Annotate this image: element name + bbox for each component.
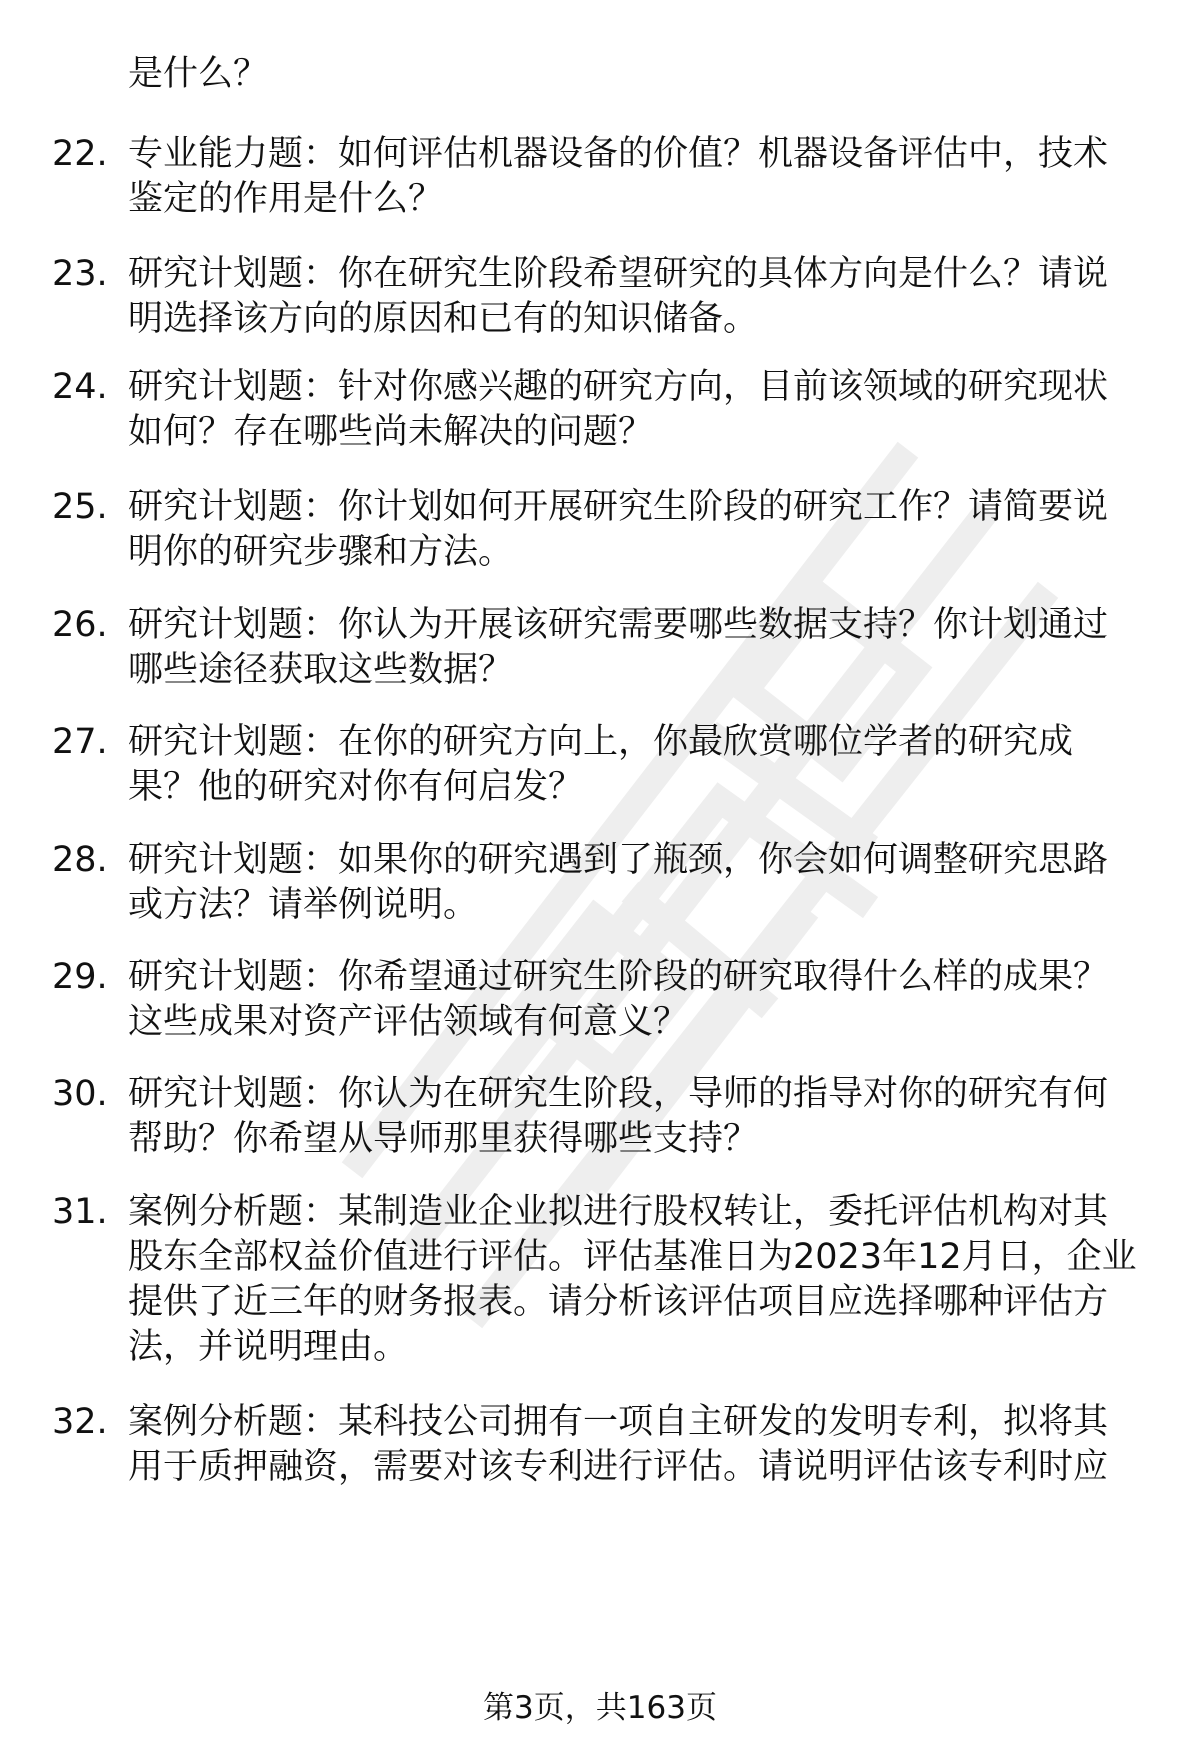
item-number: 23.	[52, 254, 108, 294]
item-text: 研究计划题：你在研究生阶段希望研究的具体方向是什么？请说 明选择该方向的原因和已有的知识储备。	[128, 254, 1109, 339]
list-item	[52, 132, 1162, 222]
list-item	[52, 955, 1162, 1045]
item-number: 25.	[52, 487, 108, 527]
item-text: 研究计划题：针对你感兴趣的研究方向，目前该领域的研究现状 如何？存在哪些尚未解决的问题？	[128, 367, 1109, 452]
item-number: 27.	[52, 722, 108, 762]
item-number: 30.	[52, 1074, 108, 1114]
page-number-footer: 第3页，共163页	[483, 1690, 717, 1726]
list-item	[52, 603, 1162, 693]
item-text: 研究计划题：你计划如何开展研究生阶段的研究工作？请简要说 明你的研究步骤和方法。	[128, 487, 1109, 572]
list-item	[52, 52, 1162, 97]
item-text: 案例分析题：某科技公司拥有一项自主研发的发明专利，拟将其 用于质押融资，需要对该专利进行评估。请说明评估该专利时应	[128, 1402, 1109, 1487]
item-text: 专业能力题：如何评估机器设备的价值？机器设备评估中，技术 鉴定的作用是什么？	[128, 134, 1109, 219]
list-item	[52, 1072, 1162, 1162]
list-item	[52, 1190, 1162, 1370]
list-item	[52, 365, 1162, 455]
item-number: 28.	[52, 840, 108, 880]
item-number: 29.	[52, 957, 108, 997]
item-text: 案例分析题：某制造业企业拟进行股权转让，委托评估机构对其 股东全部权益价值进行评估。评估基准日为2023年12月日，企业 提供了近三年的财务报表。请分析该评估项目应选择哪种评估方 法，并说明理由。	[128, 1192, 1137, 1367]
item-number: 32.	[52, 1402, 108, 1442]
list-item	[52, 720, 1162, 810]
list-item	[52, 838, 1162, 928]
item-number: 26.	[52, 605, 108, 645]
item-number: 22.	[52, 134, 108, 174]
list-item	[52, 485, 1162, 575]
list-item	[52, 252, 1162, 342]
list-item	[52, 1400, 1162, 1490]
item-text: 是什么？	[128, 54, 269, 94]
item-text: 研究计划题：你希望通过研究生阶段的研究取得什么样的成果？ 这些成果对资产评估领域有何意义？	[128, 957, 1109, 1042]
item-text: 研究计划题：你认为开展该研究需要哪些数据支持？你计划通过 哪些途径获取这些数据？	[128, 605, 1109, 690]
item-number: 24.	[52, 367, 108, 407]
item-text: 研究计划题：在你的研究方向上，你最欣赏哪位学者的研究成 果？他的研究对你有何启发？	[128, 722, 1074, 807]
item-text: 研究计划题：你认为在研究生阶段，导师的指导对你的研究有何 帮助？你希望从导师那里获得哪些支持？	[128, 1074, 1109, 1159]
item-text: 研究计划题：如果你的研究遇到了瓶颈，你会如何调整研究思路 或方法？请举例说明。	[128, 840, 1109, 925]
item-number: 31.	[52, 1192, 108, 1232]
